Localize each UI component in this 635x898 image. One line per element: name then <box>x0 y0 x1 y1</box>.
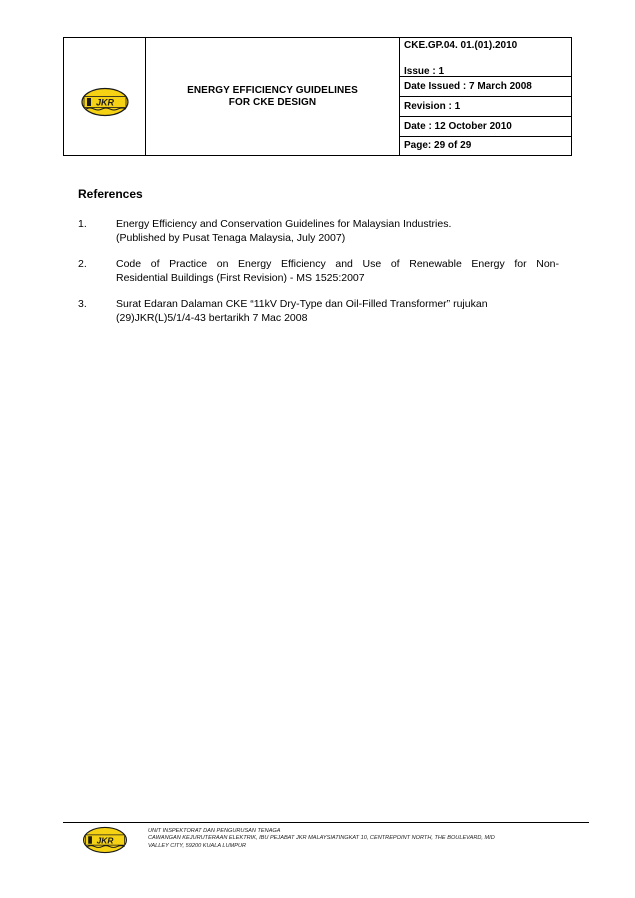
issue-number: Issue : 1 <box>404 66 445 77</box>
reference-text-line2: (Published by Pusat Tenaga Malaysia, July 2007) <box>116 232 346 244</box>
document-title-line2: FOR CKE DESIGN <box>228 96 317 108</box>
document-code: CKE.GP.04. 01.(01).2010 <box>404 40 518 51</box>
svg-text:JKR: JKR <box>95 97 115 108</box>
footer-line1: UNIT INSPEKTORAT DAN PENGURUSAN TENAGA <box>148 828 281 834</box>
reference-number: 2. <box>78 258 87 270</box>
reference-text <box>116 257 559 285</box>
footer-jkr-logo <box>80 826 130 854</box>
header-meta <box>400 38 571 155</box>
reference-text-line2: (29)JKR(L)5/1/4-43 bertarikh 7 Mac 2008 <box>116 312 308 324</box>
header-title-cell <box>146 38 400 155</box>
reference-text-line1: Energy Efficiency and Conservation Guidelines for Malaysian Industries. <box>116 218 452 230</box>
jkr-logo <box>81 87 129 117</box>
reference-number: 3. <box>78 298 87 310</box>
footer-line3: VALLEY CITY, 59200 KUALA LUMPUR <box>148 842 247 849</box>
footer-line2: CAWANGAN KEJURUTERAAN ELEKTRIK, IBU PEJABAT JKR MALAYSIATINGKAT 10, CENTREPOINT NORTH, THE BOULEVARD, MID <box>148 835 495 842</box>
reference-text-line1: Code of Practice on Energy Efficiency and Use of Renewable Energy for Non- <box>116 258 559 270</box>
reference-text-line2: Residential Buildings (First Revision) - MS 1525:2007 <box>116 272 365 284</box>
footer-divider <box>63 822 589 823</box>
header-logo-cell <box>64 38 146 155</box>
svg-text:JKR: JKR <box>96 835 114 846</box>
references-heading: References <box>78 187 143 201</box>
reference-text <box>116 217 559 245</box>
page-number: Page: 29 of 29 <box>404 140 472 151</box>
reference-number: 1. <box>78 218 87 230</box>
document-header <box>63 37 572 156</box>
reference-text-line1: Surat Edaran Dalaman CKE “11kV Dry-Type dan Oil-Filled Transformer” rujukan <box>116 298 488 310</box>
document-title-line1: ENERGY EFFICIENCY GUIDELINES <box>187 84 358 96</box>
revision-number: Revision : 1 <box>400 97 571 117</box>
reference-text <box>116 297 559 325</box>
revision-date: Date : 12 October 2010 <box>400 117 571 137</box>
footer-address <box>148 828 578 850</box>
date-issued: Date Issued : 7 March 2008 <box>400 77 571 97</box>
